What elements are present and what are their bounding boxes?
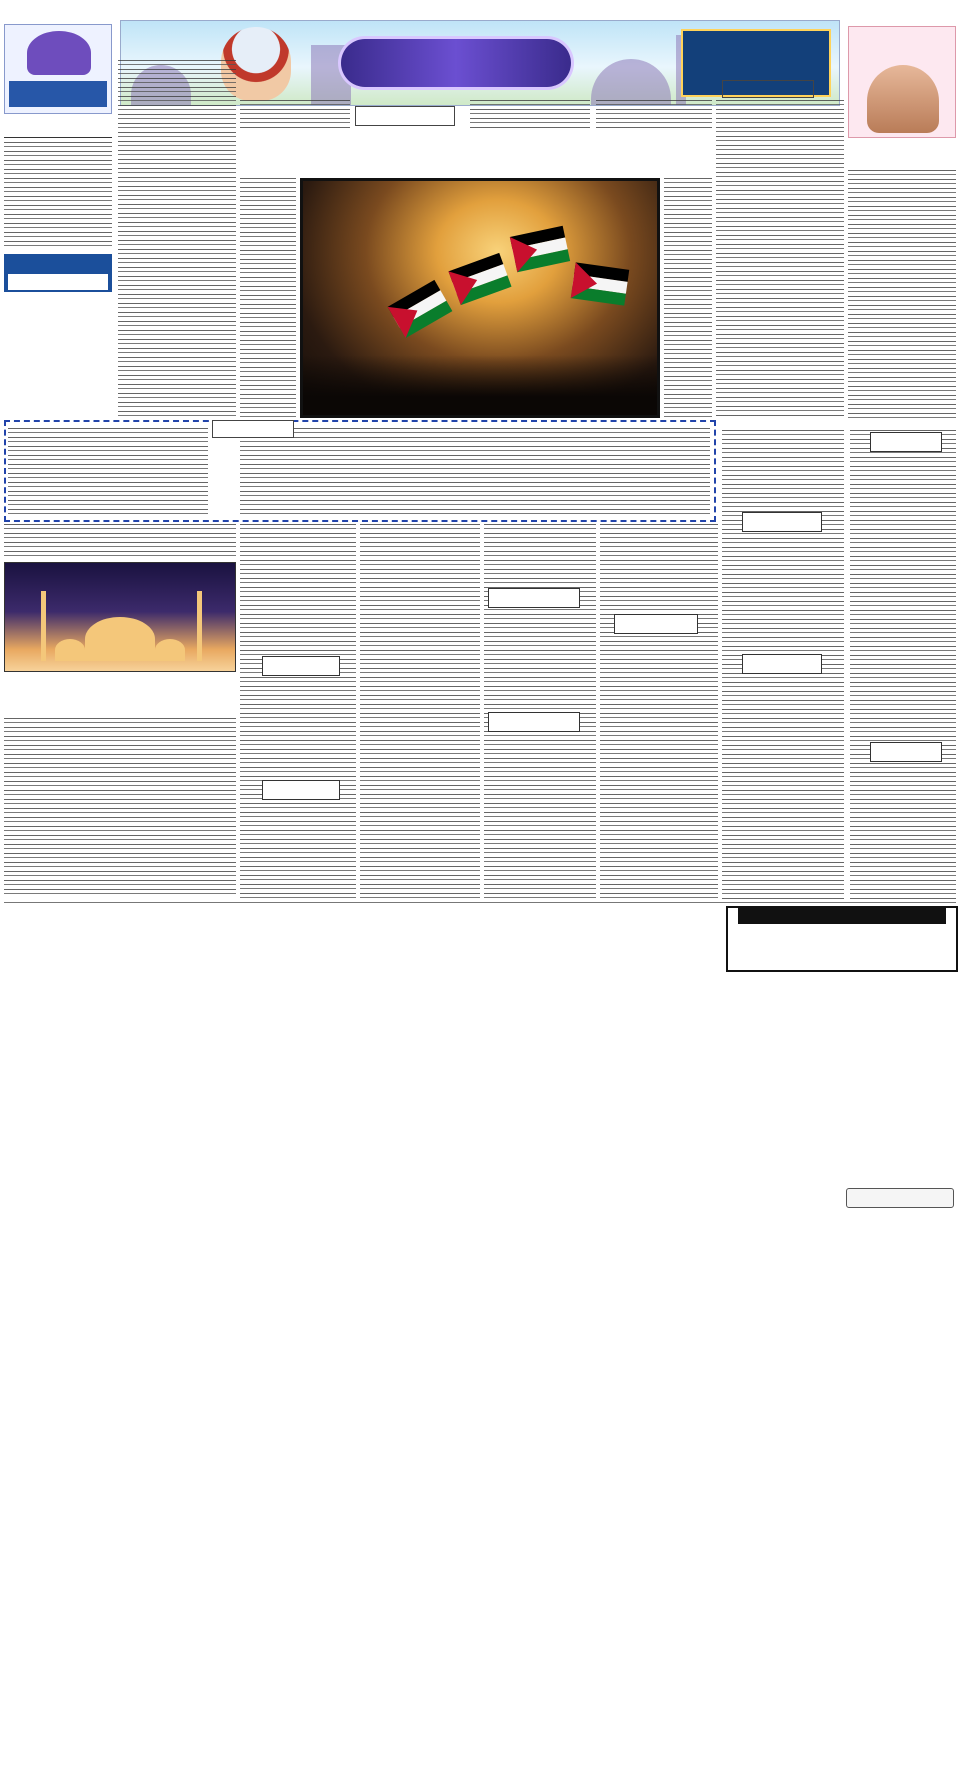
baqiya-6-label <box>488 588 580 608</box>
baqiya-3-label <box>742 512 822 532</box>
mosque-minaret <box>197 591 202 661</box>
dua-heading <box>850 148 954 166</box>
part-tag <box>722 80 814 98</box>
mosque-night-image <box>4 562 236 672</box>
story-column-photo-right <box>664 178 712 418</box>
palestine-flag <box>571 262 629 305</box>
hajj-intro-text <box>4 524 236 558</box>
mufti-article-text-left <box>8 428 208 518</box>
baqiya-column-3 <box>600 524 718 900</box>
side-story-column <box>118 60 236 416</box>
story-column-photo-left <box>240 178 296 418</box>
baqiya-5-label <box>614 614 698 634</box>
baqiya-4-label <box>742 654 822 674</box>
mufti-article-text <box>240 428 710 516</box>
praying-hands-icon <box>867 65 939 133</box>
story-column-2-top <box>596 100 712 130</box>
skyline-dome <box>591 59 671 105</box>
baqiya-2-label <box>870 742 942 762</box>
baqiya-1-label <box>870 432 942 452</box>
baqiya-column-6 <box>240 524 356 900</box>
section-divider <box>4 902 956 903</box>
baqiya-column-right <box>850 430 956 900</box>
baqiya-9-label <box>262 780 340 800</box>
prayer-times-label <box>8 274 108 290</box>
tafseer-author <box>4 116 112 138</box>
classified-ad-box <box>726 906 958 972</box>
baqiya-8-label <box>262 656 340 676</box>
dua-text <box>848 170 956 420</box>
palestine-flag <box>510 226 570 272</box>
crowd-silhouette <box>303 355 657 415</box>
hajj-section-title <box>4 674 236 714</box>
baqiya-column-5 <box>360 524 480 900</box>
story-column-3-top <box>470 100 590 130</box>
baqiya-7-label <box>488 712 580 732</box>
mosque-dome <box>55 639 85 661</box>
main-headline[interactable] <box>240 132 710 172</box>
tafseer-text <box>4 142 112 250</box>
mosque-dome <box>155 639 185 661</box>
dua-box <box>848 26 956 138</box>
palestine-flag <box>448 253 511 305</box>
story-column-4-top <box>240 100 350 130</box>
quran-tafseer-box <box>4 24 112 114</box>
ad-rate <box>738 908 946 924</box>
byline <box>355 106 455 126</box>
nilam-label <box>846 1188 954 1208</box>
story-column-1 <box>716 100 844 416</box>
quran-tafseer-title <box>9 81 107 107</box>
hajj-text <box>4 718 236 898</box>
mosque-minaret <box>41 591 46 661</box>
mufti-byline <box>212 420 294 438</box>
masthead-slogan <box>341 39 571 87</box>
protest-flags-photo <box>300 178 660 418</box>
karachi-prayer-header <box>4 254 112 292</box>
mosque-dome <box>85 617 155 661</box>
palestine-flag <box>388 280 453 338</box>
top-strip <box>0 0 960 18</box>
book-icon <box>27 31 91 75</box>
